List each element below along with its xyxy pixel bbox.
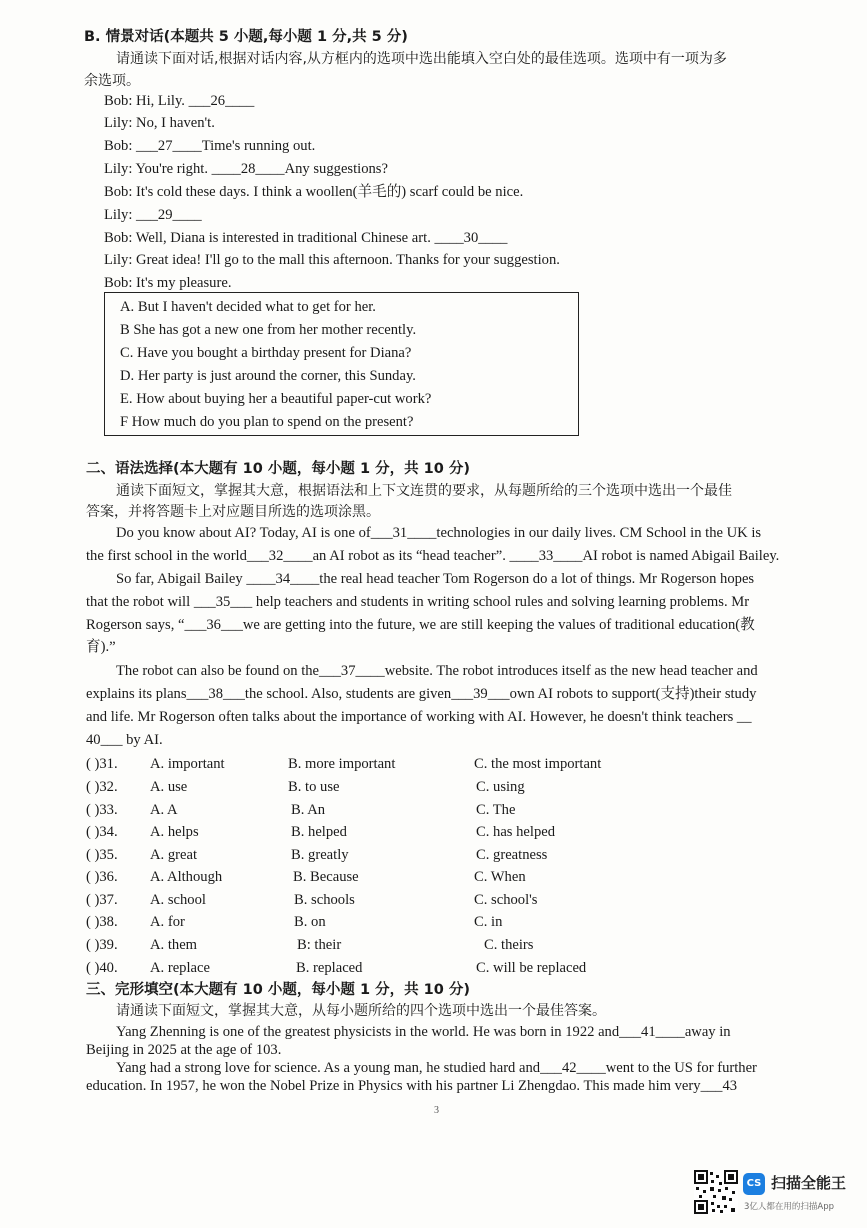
question-number: ( )33. [86,802,118,818]
option-item: B She has got a new one from her mother recently. [120,322,417,338]
option-b: B. greatly [291,847,349,863]
passage-line: the first school in the world___32____an AI robot as its “head teacher”. ____33____AI robot is named Abigail Bailey. [86,548,780,564]
section-b-instruction: 请通读下面对话,根据对话内容,从方框内的选项中选出能填入空白处的最佳选项。选项中有一项为多 [116,51,727,67]
qr-code-icon [694,1170,738,1214]
dialog-line: Lily: You're right. ____28____Any suggestions? [104,161,388,177]
option-a: A. replace [150,960,210,976]
option-c: C. When [474,869,526,885]
section-3-title: 三、完形填空(本大题有 10 小题，每小题 1 分，共 10 分) [86,982,470,998]
option-b: B. Because [293,869,359,885]
passage-line: that the robot will ___35___ help teachers and students in writing school rules and solving learning problems. Mr [86,594,750,610]
option-c: C. theirs [484,937,534,953]
passage-line: So far, Abigail Bailey ____34____the real head teacher Tom Rogerson do a lot of things. Mr Rogerson hopes [116,571,755,587]
dialog-line: Lily: No, I haven't. [104,115,215,131]
passage-line: Beijing in 2025 at the age of 103. [86,1042,282,1058]
dialog-line: Bob: ___27____Time's running out. [104,138,316,154]
option-b: B: their [297,937,342,953]
question-number: ( )32. [86,779,118,795]
question-number: ( )40. [86,960,118,976]
section-2-instruction: 通读下面短文，掌握其大意，根据语法和上下文连贯的要求，从每题所给的三个选项中选出一个最佳 [116,483,732,499]
scanner-brand: 扫描全能王 [771,1174,847,1192]
option-b: B. helped [291,824,347,840]
option-a: A. important [150,756,225,772]
option-c: C. in [474,914,503,930]
passage-line: Do you know about AI? Today, AI is one of___31____technologies in our daily lives. CM School in the UK is [116,525,762,541]
question-number: ( )38. [86,914,118,930]
option-a: A. helps [150,824,199,840]
dialog-line: Lily: Great idea! I'll go to the mall this afternoon. Thanks for your suggestion. [104,252,560,268]
option-c: C. will be replaced [476,960,587,976]
passage-line: education. In 1957, he won the Nobel Prize in Physics with his partner Li Zhengdao. This made him very___43 [86,1078,738,1094]
option-a: A. A [150,802,178,818]
option-a: A. use [150,779,188,795]
camscanner-logo-icon: CS [743,1173,765,1195]
option-item: E. How about buying her a beautiful paper-cut work? [120,391,432,407]
dialog-line: Bob: It's my pleasure. [104,275,232,291]
option-item: D. Her party is just around the corner, this Sunday. [120,368,416,384]
option-b: B. more important [288,756,396,772]
option-a: A. Although [150,869,223,885]
option-c: C. using [476,779,525,795]
question-number: ( )39. [86,937,118,953]
section-3-instruction: 请通读下面短文，掌握其大意，从每小题所给的四个选项中选出一个最佳答案。 [116,1003,606,1019]
option-c: C. school's [474,892,538,908]
dialog-line: Bob: Hi, Lily. ___26____ [104,93,255,109]
passage-line: explains its plans___38___the school. Also, students are given___39___own AI robots to support(支持)their study [86,686,757,702]
passage-line: The robot can also be found on the___37____website. The robot introduces itself as the new head teacher and [116,663,758,679]
option-b: B. An [291,802,326,818]
passage-line: and life. Mr Rogerson often talks about the importance of working with AI. However, he doesn't think teachers __ [86,709,752,725]
section-2-instruction-cont: 答案，并将答题卡上对应题目所选的选项涂黑。 [86,504,380,520]
option-c: C. has helped [476,824,556,840]
dialog-line: Bob: It's cold these days. I think a woollen(羊毛的) scarf could be nice. [104,184,524,200]
question-number: ( )35. [86,847,118,863]
option-item: F How much do you plan to spend on the present? [120,414,414,430]
dialog-line: Lily: ___29____ [104,207,202,223]
option-b: B. on [294,914,326,930]
option-item: C. Have you bought a birthday present for Diana? [120,345,412,361]
question-number: ( )37. [86,892,118,908]
dialog-line: Bob: Well, Diana is interested in traditional Chinese art. ____30____ [104,230,508,246]
option-b: B. replaced [296,960,363,976]
passage-line: 40___ by AI. [86,732,163,748]
question-number: ( )36. [86,869,118,885]
question-number: ( )34. [86,824,118,840]
passage-line: Yang Zhenning is one of the greatest physicists in the world. He was born in 1922 and___41____away in [116,1024,731,1040]
option-a: A. them [150,937,198,953]
passage-line: Rogerson says, “___36___we are getting into the future, we are still keeping the values of traditional education(教 [86,617,755,633]
page-number: 3 [434,1105,439,1116]
option-c: C. the most important [474,756,602,772]
option-a: A. great [150,847,198,863]
option-a: A. for [150,914,185,930]
question-number: ( )31. [86,756,118,772]
option-a: A. school [150,892,206,908]
option-b: B. to use [288,779,340,795]
option-c: C. The [476,802,516,818]
option-c: C. greatness [476,847,548,863]
scanner-tagline: 3亿人都在用的扫描App [744,1202,835,1212]
option-item: A. But I haven't decided what to get for her. [120,299,376,315]
section-b-instruction-cont: 余选项。 [84,73,140,89]
option-b: B. schools [294,892,355,908]
section-2-title: 二、语法选择(本大题有 10 小题，每小题 1 分，共 10 分) [86,461,470,477]
passage-line: 育).” [86,639,116,655]
section-b-title: B. 情景对话(本题共 5 小题,每小题 1 分,共 5 分) [84,29,408,45]
passage-line: Yang had a strong love for science. As a young man, he studied hard and___42____went to the US for further [116,1060,757,1076]
